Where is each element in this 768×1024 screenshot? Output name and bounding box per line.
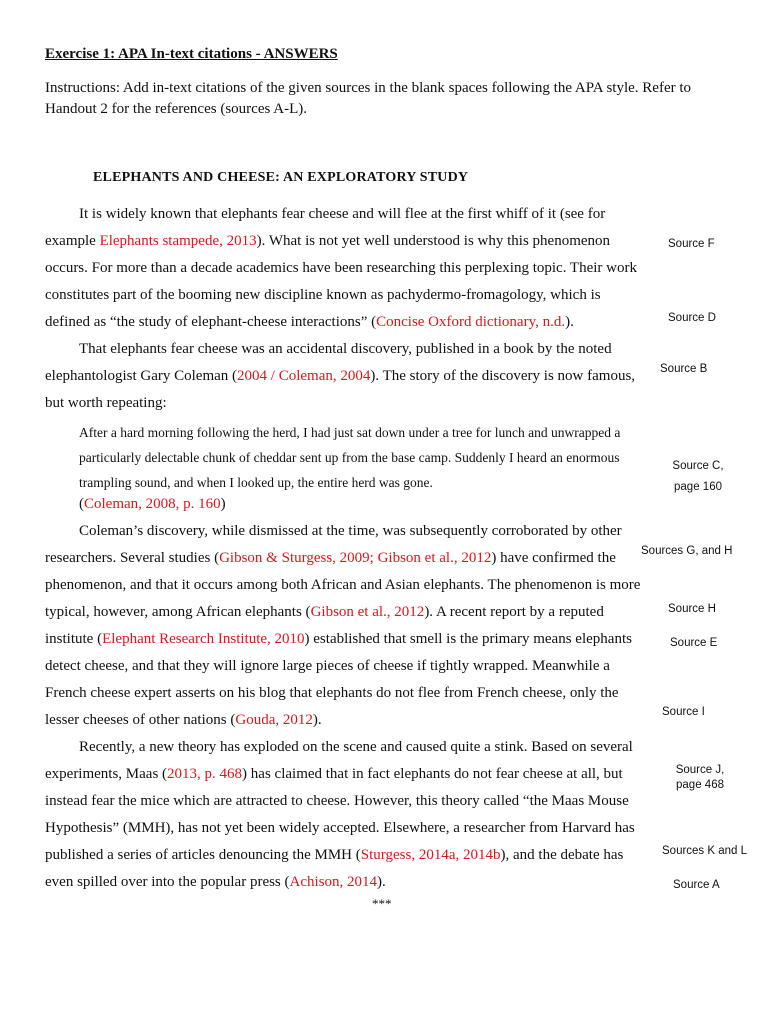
citation: Elephants stampede, 2013 bbox=[99, 233, 257, 249]
citation: Gibson et al., 2012 bbox=[310, 604, 425, 620]
citation: Gouda, 2012 bbox=[235, 712, 313, 728]
exercise-title: Exercise 1: APA In-text citations - ANSWERS bbox=[45, 46, 338, 62]
citation: Coleman, 2008, p. 160 bbox=[84, 496, 221, 512]
citation: 2013, p. 468 bbox=[167, 766, 243, 782]
block-quote: After a hard morning following the herd, I had just sat down under a tree for lunch and unwrapped a particularly delectable chunk of cheddar sent up from the base camp. Suddenly I heard an enormous trampling sound, and when I looked up, the entire herd was gone. bbox=[79, 425, 621, 490]
margin-note-source-i: Source I bbox=[662, 706, 705, 718]
citation: Achison, 2014 bbox=[289, 874, 378, 890]
paragraph-2: That elephants fear cheese was an accidental discovery, published in a book by the noted elephantologist Gary Coleman (2004 / Coleman, 2004). The story of the discovery is now famous, but worth repeating: bbox=[45, 341, 636, 411]
article-heading: ELEPHANTS AND CHEESE: AN EXPLORATORY STUDY bbox=[93, 170, 469, 185]
margin-note-source-a: Source A bbox=[673, 879, 720, 891]
paragraph-3: Coleman’s discovery, while dismissed at the time, was subsequently corroborated by other researchers. Several studies (Gibson & Sturgess, 2009; Gibson et al., 2012) have confirmed the phenomenon, and that it occurs among both African and Asian elephants. The phenomenon is more typical, however, among African elephants (Gibson et al., 2012). A recent report by a reputed institute (Elephant Research Institute, 2010) established that smell is the primary means elephants detect cheese, and that they will ignore large pieces of cheese if tightly wrapped. Meanwhile a French cheese expert asserts on his blog that elephants do not flee from French cheese, only the lesser cheeses of other nations (Gouda, 2012). bbox=[45, 523, 641, 728]
margin-note-source-d: Source D bbox=[668, 312, 716, 324]
margin-note-source-h: Source H bbox=[668, 603, 716, 615]
citation: Sturgess, 2014a, 2014b bbox=[360, 847, 501, 863]
citation: 2004 / Coleman, 2004 bbox=[237, 368, 371, 384]
citation: Elephant Research Institute, 2010 bbox=[102, 631, 305, 647]
block-quote-citation: (Coleman, 2008, p. 160) bbox=[79, 496, 226, 512]
citation: Gibson & Sturgess, 2009; Gibson et al., 2012 bbox=[219, 550, 492, 566]
paragraph-4: Recently, a new theory has exploded on the scene and caused quite a stink. Based on several experiments, Maas (2013, p. 468) has claimed that in fact elephants do not fear cheese at all, but instead fear the mice which are attracted to cheese. However, this theory called “the Maas Mouse Hypothesis” (MMH), has not yet been widely accepted. Elsewhere, a researcher from Harvard has published a series of articles denouncing the MMH (Sturgess, 2014a, 2014b), and the debate has even spilled over into the popular press (Achison, 2014). bbox=[45, 739, 635, 890]
margin-note-source-c: Source C, page 160 bbox=[672, 460, 724, 493]
article-body bbox=[45, 201, 643, 896]
margin-note-sources-g-h: Sources G, and H bbox=[641, 545, 733, 557]
margin-note-sources-k-l: Sources K and L bbox=[662, 845, 748, 857]
margin-note-source-b: Source B bbox=[660, 363, 708, 375]
paragraph-1: It is widely known that elephants fear cheese and will flee at the first whiff of it (see for example Elephants stampede, 2013). What is not yet well understood is why this phenomenon occurs. For more than a decade academics have been researching this perplexing topic. Their work constitutes part of the booming new discipline known as pachydermo-fromagology, which is defined as “the study of elephant-cheese interactions” (Concise Oxford dictionary, n.d.). bbox=[45, 206, 637, 330]
citation: Concise Oxford dictionary, n.d. bbox=[376, 314, 566, 330]
margin-note-source-f: Source F bbox=[668, 238, 715, 250]
end-marker: *** bbox=[372, 896, 392, 911]
instructions-text: Instructions: Add in-text citations of the given sources in the blank spaces following the APA style. Refer to Handout 2 for the references (sources A-L). bbox=[45, 80, 692, 117]
margin-note-source-e: Source E bbox=[670, 637, 718, 649]
margin-note-source-j: Source J, page 468 bbox=[675, 764, 725, 791]
